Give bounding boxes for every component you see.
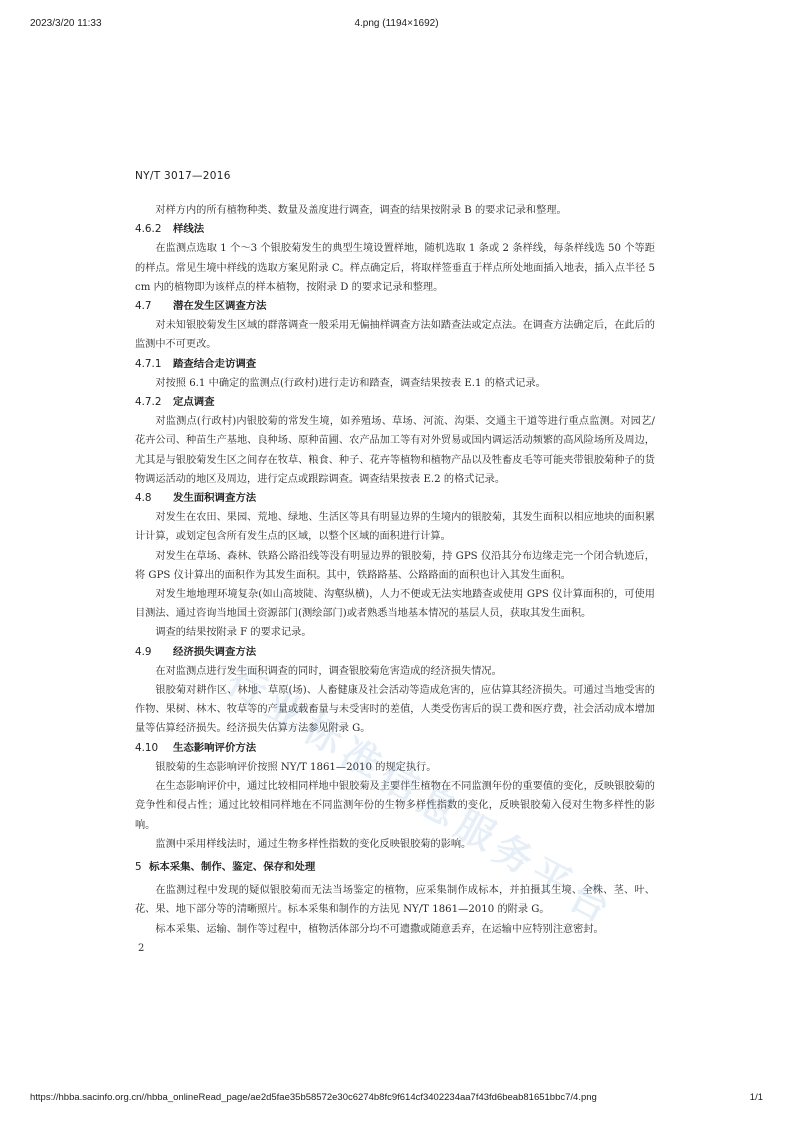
clause-number: 4.7.2 (135, 396, 162, 409)
clause-heading (135, 297, 655, 316)
clause-number: 5 (135, 860, 142, 873)
watermark-char: 准 (334, 729, 389, 787)
paragraph: 对发生在农田、果园、荒地、绿地、生活区等具有明显边界的生境内的银胶菊，其发生面积以相应地块的面积累计计算，或划定包含所有发生点的区域，以整个区域的面积进行计算。 (135, 512, 655, 543)
clause-title: 样线法 (173, 223, 205, 236)
paragraph: 对发生在草场、森林、铁路公路沿线等没有明显边界的银胶菊，持 GPS 仪沿其分布边缘走完一个闭合轨迹后，将 GPS 仪计算出的面积作为其发生面积。其中，铁路路基、公路路面的面积也计入其发生面积。 (135, 550, 655, 581)
clause-heading (135, 489, 655, 508)
clause-title: 踏查结合走访调查 (173, 357, 257, 370)
clause-title: 生态影响评价方法 (173, 741, 257, 754)
clause-heading (135, 739, 655, 758)
watermark-char: 服 (448, 801, 503, 859)
paragraph: 银胶菊的生态影响评价按照 NY/T 1861—2010 的规定执行。 (155, 761, 437, 773)
watermark-char: 息 (410, 777, 465, 835)
page-number: 2 (138, 942, 145, 954)
watermark-char: 信 (372, 753, 427, 811)
paragraph: 银胶菊对耕作区、林地、草原(场)、人畜健康及社会活动等造成危害的，应估算其经济损失。可通过当地受害的作物、果树、林木、牧草等的产量或载畜量与未受害时的差值，人类受伤害后的误工费和医疗费，社会活动成本增加量等估算经济损失。经济损失估算方法参见附录 G。 (135, 685, 655, 735)
watermark-char: 行 (220, 657, 275, 715)
watermark-char: 平 (524, 849, 579, 907)
clause-number: 4.7 (135, 300, 152, 313)
clause-heading (135, 355, 655, 374)
paragraph: 在监测点选取 1 个～3 个银胶菊发生的典型生境设置样地，随机选取 1 条或 2 条样线，每条样线选 50 个等距的样点。常见生境中样线的选取方案见附录 C。样点确定后，将取样签垂直于样点所处地面插入地表，插入点半径 5 cm 内的植物即为该样点的样本植物，按附录 D 的要求记录和整理。 (135, 243, 655, 293)
clause-title: 潜在发生区调查方法 (173, 300, 267, 313)
watermark-char: 标 (296, 705, 351, 763)
document-body (135, 201, 655, 939)
clause-heading (135, 393, 655, 412)
paragraph: 对未知银胶菊发生区域的群落调查一般采用无偏抽样调查方法如踏查法或定点法。在调查方法确定后，在此后的监测中不可更改。 (135, 320, 655, 351)
clause-title: 定点调查 (173, 396, 215, 409)
print-url: https://hbba.sacinfo.org.cn//hbba_onlineRead_page/ae2d5fae35b58572e30c6274b8fc9f614cf3402234aa7f43fd6beab81651bbc7/4.png (30, 1092, 597, 1103)
section-heading (135, 858, 655, 877)
paragraph: 标本采集、运输、制作等过程中，植物活体部分均不可遗撒或随意丢弃，在运输中应特别注意密封。 (155, 923, 604, 935)
paragraph: 在生态影响评价中，通过比较相同样地中银胶菊及主要伴生植物在不同监测年份的重要值的变化，反映银胶菊的竞争性和侵占性；通过比较相同样地在不同监测年份的生物多样性指数的变化，反映银胶菊入侵对生物多样性的影响。 (135, 781, 655, 831)
watermark-char: 业 (258, 681, 313, 739)
document-page (135, 170, 655, 954)
paragraph: 对样方内的所有植物种类、数量及盖度进行调查，调查的结果按附录 B 的要求记录和整理。 (155, 205, 567, 216)
paragraph: 对发生地地理环境复杂(如山高坡陡、沟壑纵横)，人力不便或无法实地踏查或使用 GPS 仪计算面积的，可使用目测法、通过咨询当地国土资源部门(测绘部门)或者熟悉当地基本情况的基层人员，获取其发生面积。 (135, 589, 655, 620)
paragraph: 对监测点(行政村)内银胶菊的常发生境，如养殖场、草场、河流、沟渠、交通主干道等进行重点监测。对园艺/花卉公司、种苗生产基地、良种场、原种苗圃、农产品加工等有对外贸易或国内调运活动频繁的高风险场所及周边，尤其是与银胶菊发生区之间存在牧草、粮食、种子、花卉等植物和植物产品以及牲畜皮毛等可能夹带银胶菊种子的货物调运活动的地区及周边，进行定点或跟踪调查。调查结果按表 E.2 的格式记录。 (135, 416, 655, 485)
clause-title: 发生面积调查方法 (173, 492, 257, 505)
clause-heading (135, 220, 655, 239)
print-header (30, 18, 763, 34)
clause-title: 标本采集、制作、鉴定、保存和处理 (149, 860, 316, 873)
print-title: 4.png (1194×1692) (354, 18, 439, 29)
paragraph: 在监测过程中发现的疑似银胶菊而无法当场鉴定的植物，应采集制作成标本，并拍摄其生境、全株、茎、叶、花、果、地下部分等的清晰照片。标本采集和制作的方法见 NY/T 1861—2010 的附录 G。 (135, 885, 655, 916)
clause-number: 4.8 (135, 492, 152, 505)
paragraph: 对按照 6.1 中确定的监测点(行政村)进行走访和踏查，调查结果按表 E.1 的格式记录。 (155, 377, 546, 389)
clause-heading (135, 643, 655, 662)
paragraph: 监测中采用样线法时，通过生物多样性指数的变化反映银胶菊的影响。 (155, 838, 472, 850)
clause-title: 经济损失调查方法 (173, 645, 257, 658)
clause-number: 4.7.1 (135, 357, 162, 370)
paragraph: 调查的结果按附录 F 的要求记录。 (155, 627, 312, 639)
clause-number: 4.9 (135, 645, 152, 658)
watermark-char: 台 (562, 873, 617, 931)
print-datetime: 2023/3/20 11:33 (30, 18, 102, 29)
print-footer (30, 1092, 763, 1108)
watermark-char: 务 (486, 825, 541, 883)
paragraph: 在对监测点进行发生面积调查的同时，调查银胶菊危害造成的经济损失情况。 (155, 665, 502, 677)
clause-number: 4.10 (135, 741, 159, 754)
print-page-count: 1/1 (749, 1092, 763, 1103)
clause-number: 4.6.2 (135, 223, 162, 236)
standard-code: NY/T 3017—2016 (135, 170, 231, 182)
